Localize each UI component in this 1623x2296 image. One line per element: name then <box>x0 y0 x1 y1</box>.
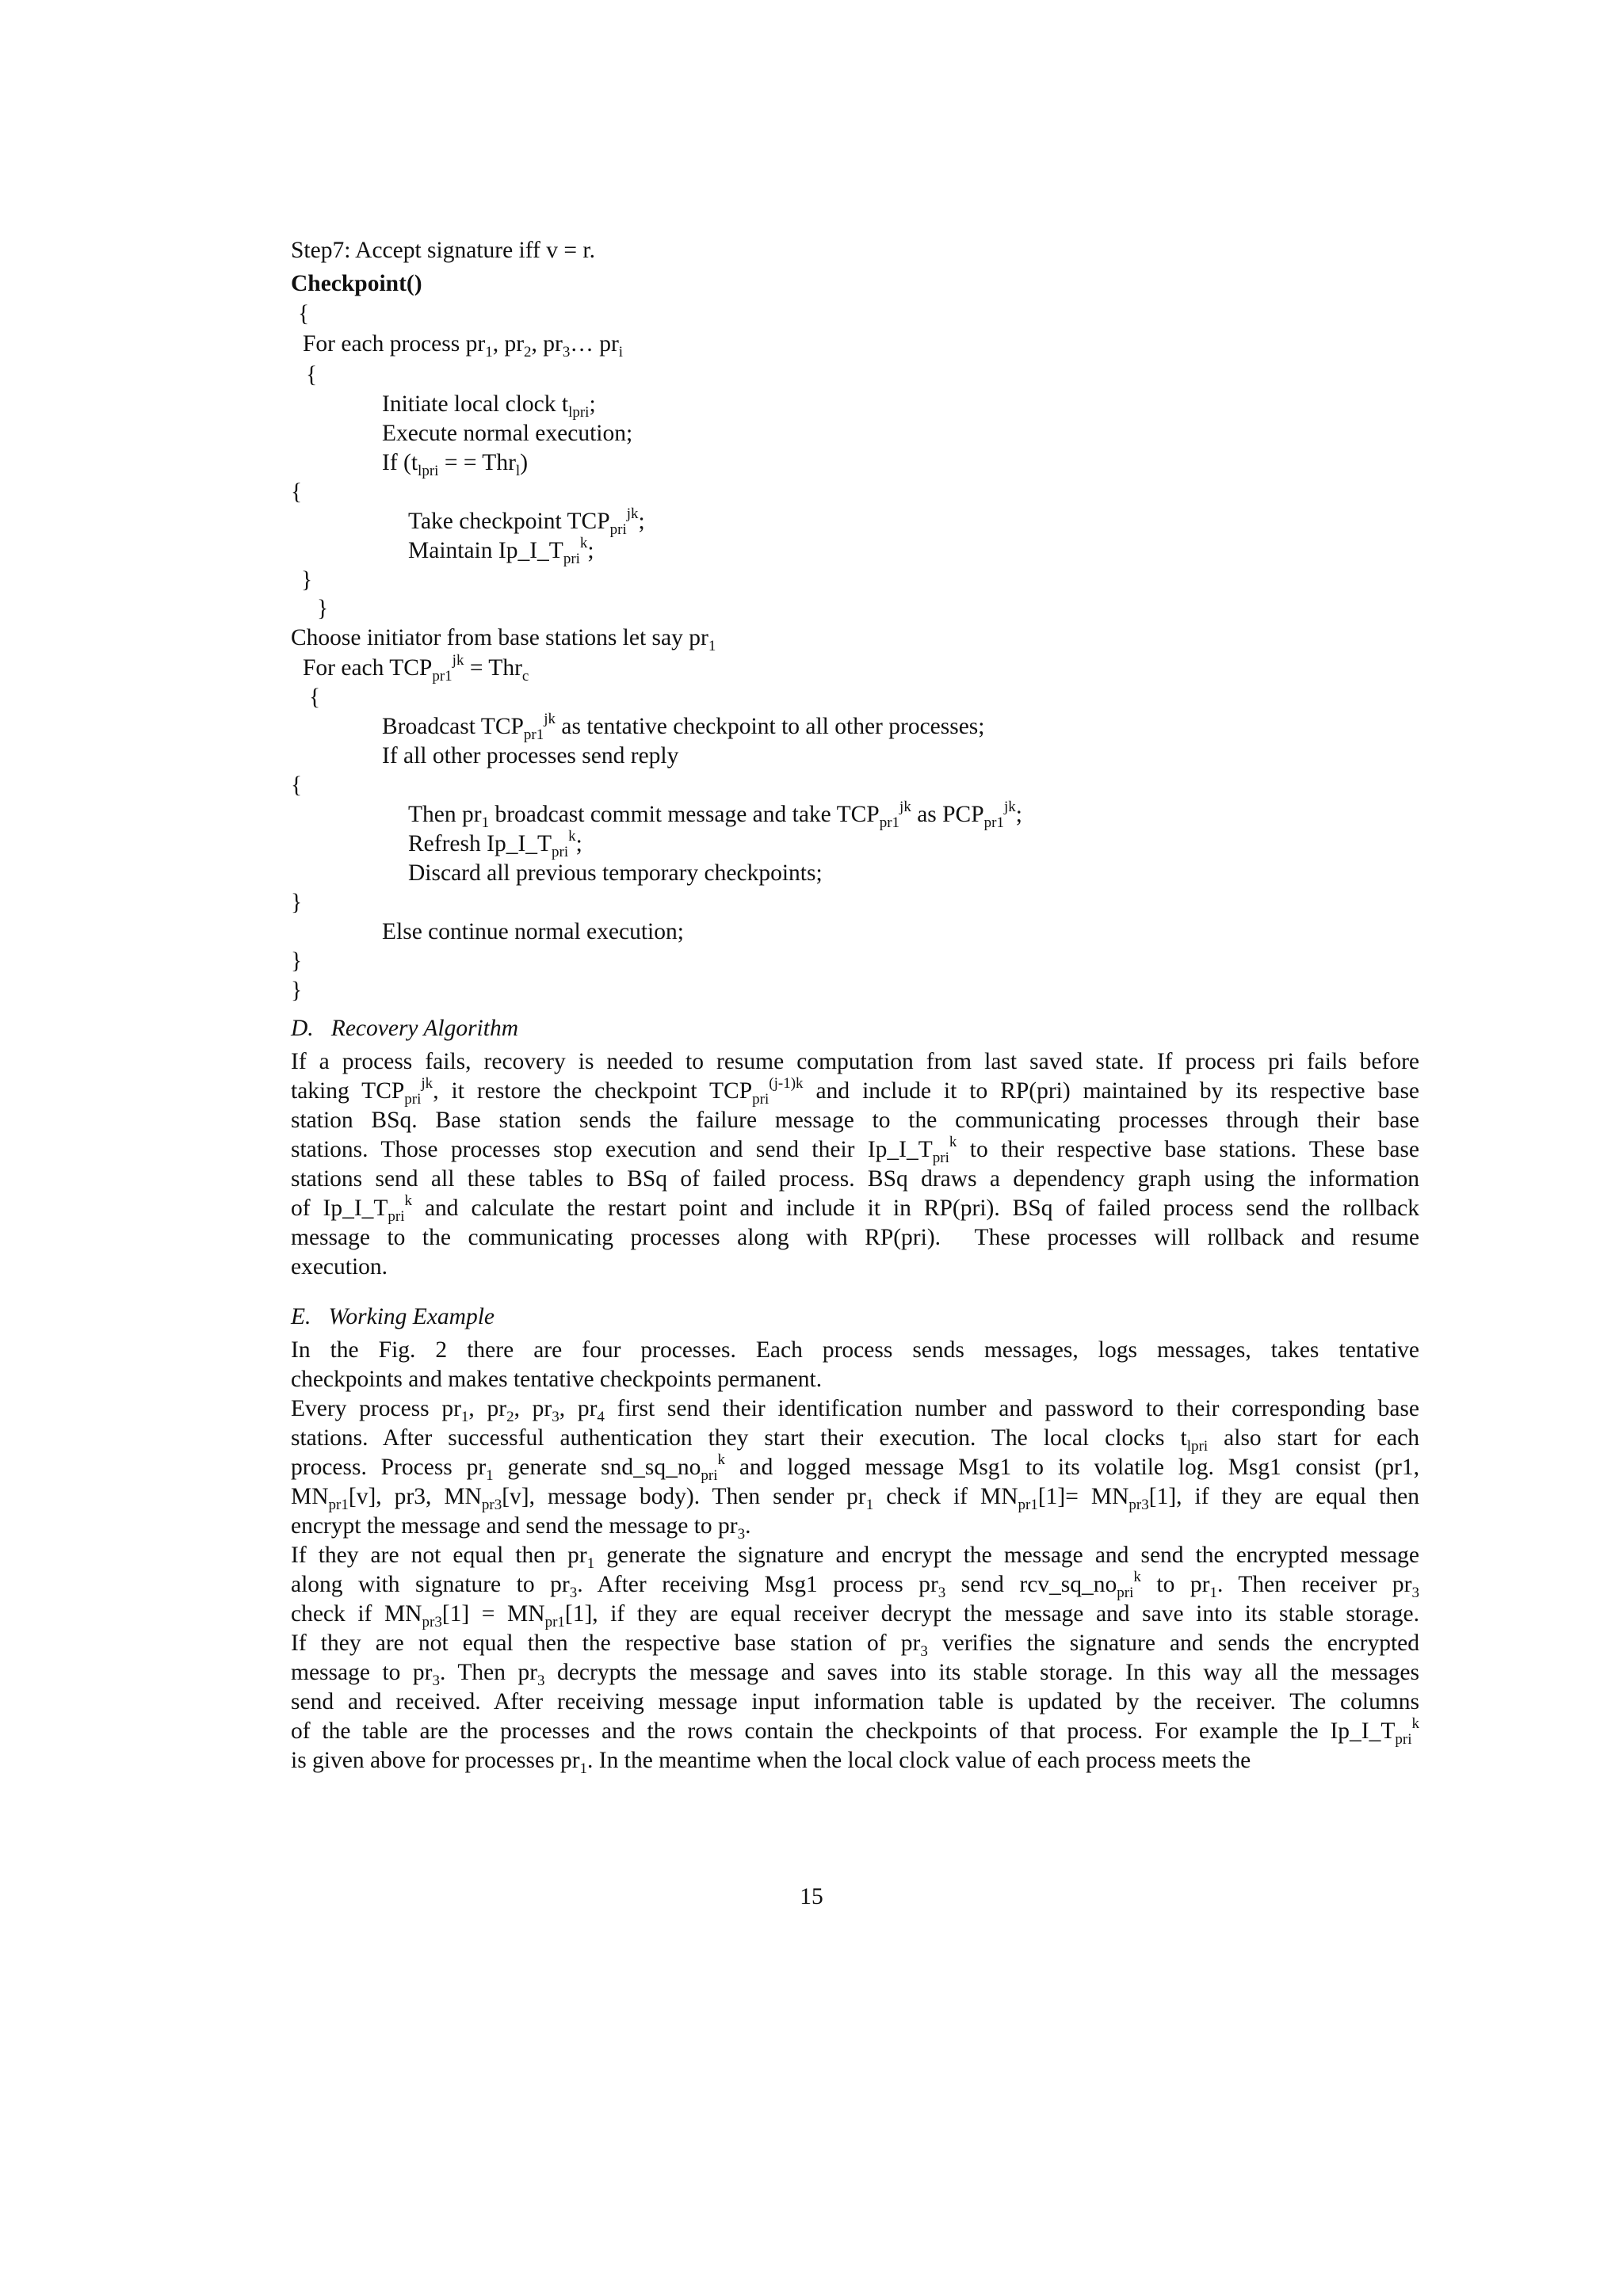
code-line: { <box>291 772 303 798</box>
code-line: If all other processes send reply <box>382 743 679 769</box>
code-line: For each process $pr_1$, $pr_2$, $pr_3\dots$ $pr_i$ <box>303 331 624 360</box>
code-line: Maintain $Ip\_I\_T_{pri}^k$; <box>408 535 594 567</box>
code-line: { <box>291 479 303 505</box>
code-line: Discard all previous temporary checkpoints; <box>408 860 823 886</box>
recovery-paragraph: If a process fails, recovery is needed to resume computation from last saved state. If process pri fails before taking $TCP_{pri}^{jk}$, it restore the checkpoint $TCP_{pri}^{(j-1)k}$ and include it to RP(pri) maintained by its respective base station BSq. Base station sends the failure message to the communicating processes through their base stations. Those processes stop execution and send their $Ip\_I\_T_{pri}^k$ to their respective base stations. These base stations send all these tables to BSq of failed process. BSq draws a dependency graph using the information of $Ip\_I\_T_{pri}^k$ and calculate the restart point and include it in RP(pri). BSq of failed process send the rollback message to the communicating processes along with RP(pri). These processes will rollback and resume execution. <box>291 1049 1420 1280</box>
code-line: } <box>291 948 303 974</box>
code-line: Then $pr_1$ broadcast commit message and take $TCP_{pr1}^{jk}$ as $PCP_{pr1}^{jk}$; <box>408 799 1022 831</box>
code-line: If ($t_{lpri}$ = = Thr$_l$) <box>382 450 529 479</box>
code-line: { <box>306 362 318 387</box>
page-number: 15 <box>800 1884 823 1909</box>
code-line: { <box>309 685 321 710</box>
example-paragraph: In the Fig. 2 there are four processes. Each process sends messages, logs messages, takes tentative checkpoints and makes tentative checkpoints permanent. Every process $pr_1$, $pr_2$, $pr_3$, $pr_4$ first send their identification number and password to their corresponding base stations. After successful authentication they start their execution. The local clocks $t_{lpri}$ also start for each process. Process $pr_1$ generate $snd\_sq\_no_{pri}^k$ and logged message Msg1 to its volatile log. Msg1 consist (pr1, $MN_{pr1}[v]$, pr3, $MN_{pr3}[v]$, message body). Then sender $pr_1$ check if $MN_{pr1}[1]= MN_{pr3}[1]$, if they are equal then encrypt the message and send the message to $pr_3$. If they are not equal then $pr_1$ generate the signature and encrypt the message and send the encrypted message along with signature to $pr_3$. After receiving Msg1 process $pr_3$ send $rcv\_sq\_no_{pri}^k$ to $pr_1$. Then receiver $pr_3$ check if $MN_{pr3}[1] = MN_{pr1}[1]$, if they are equal receiver decrypt the message and save into its stable storage. If they are not equal then the respective base station of $pr_3$ verifies the signature and sends the encrypted message to $pr_3$. Then $pr_3$ decrypts the message and saves into its stable storage. In this way all the messages send and received. After receiving message input information table is updated by the receiver. The columns of the table are the processes and the rows contain the checkpoints of that process. For example the $Ip\_I\_T_{pri}^k$ is given above for processes $pr_1$. In the meantime when the local clock value of each process meets the <box>291 1337 1420 1777</box>
step7-line: Step7: Accept signature iff v = r. <box>291 238 595 263</box>
code-line: Else continue normal execution; <box>382 919 684 944</box>
code-line: } <box>291 890 303 915</box>
code-line: Take checkpoint $TCP_{pri}^{jk}$; <box>408 505 645 538</box>
section-heading-example: E. Working Example <box>291 1304 495 1329</box>
code-line: Choose initiator from base stations let say $pr_1$ <box>291 625 716 654</box>
code-line: Refresh $Ip\_I\_T_{pri}^k$; <box>408 828 582 860</box>
code-line: Broadcast $TCP_{pr1}^{jk}$ as tentative checkpoint to all other processes; <box>382 711 985 743</box>
code-line: Execute normal execution; <box>382 421 633 446</box>
code-line: For each $TCP_{pr1}^{jk} = Thr_c$ <box>303 652 529 685</box>
code-line: } <box>301 567 313 593</box>
code-line: { <box>298 301 310 326</box>
algorithm-title: Checkpoint() <box>291 271 422 296</box>
section-heading-recovery: D. Recovery Algorithm <box>291 1016 519 1041</box>
code-line: Initiate local clock $t_{lpri}$; <box>382 391 596 421</box>
code-line: } <box>291 978 303 1003</box>
code-line: } <box>317 596 329 621</box>
